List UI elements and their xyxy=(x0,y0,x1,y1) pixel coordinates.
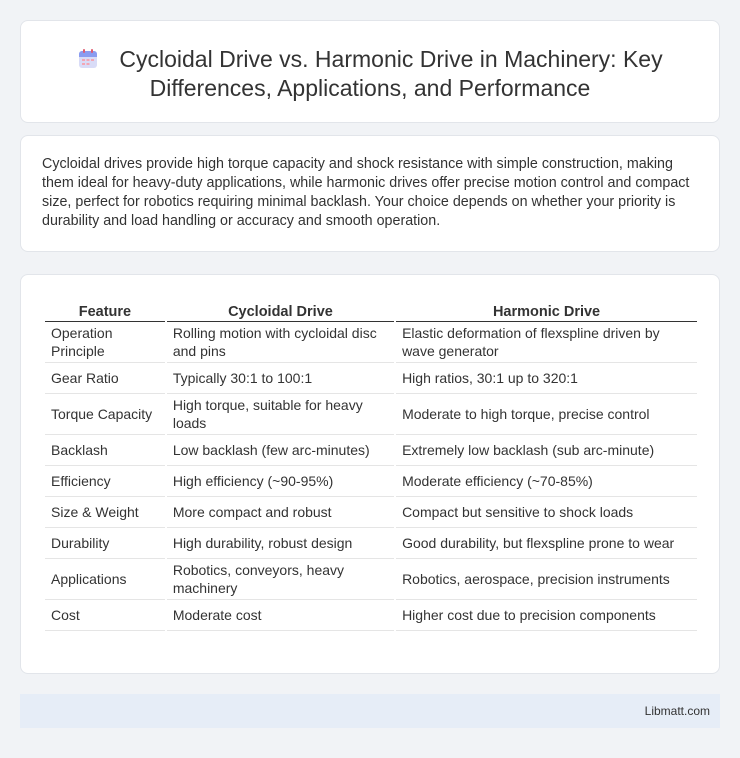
intro-card xyxy=(20,135,720,252)
table-row xyxy=(45,394,697,435)
harmonic-cell: Robotics, aerospace, precision instruments xyxy=(396,559,697,600)
table-header-row xyxy=(45,296,697,322)
feature-cell: Size & Weight xyxy=(45,497,165,528)
harmonic-cell: Moderate efficiency (~70-85%) xyxy=(396,466,697,497)
harmonic-cell: Moderate to high torque, precise control xyxy=(396,394,697,435)
feature-cell: Operation Principle xyxy=(45,322,165,363)
page-title: Cycloidal Drive vs. Harmonic Drive in Machinery: Key Differences, Applications, and Performance xyxy=(119,46,663,101)
feature-cell: Torque Capacity xyxy=(45,394,165,435)
cycloidal-cell: High torque, suitable for heavy loads xyxy=(167,394,394,435)
table-row xyxy=(45,559,697,600)
feature-cell: Durability xyxy=(45,528,165,559)
title-card xyxy=(20,20,720,123)
cycloidal-cell: Moderate cost xyxy=(167,600,394,631)
table-row xyxy=(45,363,697,394)
harmonic-cell: Good durability, but flexspline prone to wear xyxy=(396,528,697,559)
feature-cell: Efficiency xyxy=(45,466,165,497)
cycloidal-cell: Robotics, conveyors, heavy machinery xyxy=(167,559,394,600)
harmonic-cell: Extremely low backlash (sub arc-minute) xyxy=(396,435,697,466)
cycloidal-cell: High efficiency (~90-95%) xyxy=(167,466,394,497)
table-row xyxy=(45,497,697,528)
harmonic-cell: High ratios, 30:1 up to 320:1 xyxy=(396,363,697,394)
intro-paragraph: Cycloidal drives provide high torque capacity and shock resistance with simple construction, making them ideal for heavy-duty applications, while harmonic drives offer precise motion control and compact size, perfect for robotics requiring minimal backlash. Your choice depends on whether your priority is durability and load handling or accuracy and smooth operation. xyxy=(42,156,690,229)
table-row xyxy=(45,435,697,466)
header-cycloidal: Cycloidal Drive xyxy=(167,296,394,322)
cycloidal-cell: High durability, robust design xyxy=(167,528,394,559)
feature-cell: Gear Ratio xyxy=(45,363,165,394)
comparison-table-card xyxy=(20,274,720,674)
table-row xyxy=(45,322,697,363)
harmonic-cell: Higher cost due to precision components xyxy=(396,600,697,631)
feature-cell: Backlash xyxy=(45,435,165,466)
table-row xyxy=(45,528,697,559)
page-title-wrap xyxy=(21,45,719,103)
comparison-table xyxy=(43,296,699,631)
harmonic-cell: Elastic deformation of flexspline driven by wave generator xyxy=(396,322,697,363)
footer-bar xyxy=(20,694,720,728)
table-row xyxy=(45,466,697,497)
feature-cell: Applications xyxy=(45,559,165,600)
table-row xyxy=(45,600,697,631)
header-feature: Feature xyxy=(45,296,165,322)
footer-brand-link[interactable]: Libmatt.com xyxy=(644,704,710,718)
cycloidal-cell: Low backlash (few arc-minutes) xyxy=(167,435,394,466)
header-harmonic: Harmonic Drive xyxy=(396,296,697,322)
harmonic-cell: Compact but sensitive to shock loads xyxy=(396,497,697,528)
feature-cell: Cost xyxy=(45,600,165,631)
cycloidal-cell: Typically 30:1 to 100:1 xyxy=(167,363,394,394)
cycloidal-cell: More compact and robust xyxy=(167,497,394,528)
cycloidal-cell: Rolling motion with cycloidal disc and pins xyxy=(167,322,394,363)
calendar-icon xyxy=(77,48,99,70)
